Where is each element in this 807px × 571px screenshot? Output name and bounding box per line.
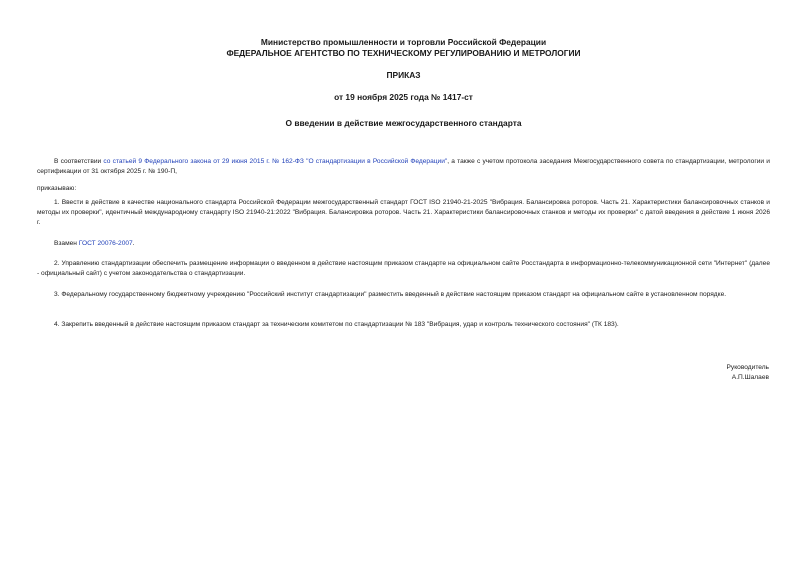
preamble-prefix: В соответствии: [54, 158, 104, 165]
order-item-3: 3. Федеральному государственному бюджетному учреждению "Российский институт стандартизации" разместить введенный в действие настоящим приказом стандарт на официальном сайте в установленном порядке.: [54, 291, 727, 298]
federal-law-link[interactable]: со статьей 9 Федерального закона от 29 июня 2015 г. № 162-ФЗ "О стандартизации в Российской Федерации": [103, 158, 448, 165]
document-type: ПРИКАЗ: [386, 70, 421, 80]
replacement-paragraph: [37, 239, 770, 249]
ordered-label: приказываю:: [37, 185, 77, 192]
ministry-name: Министерство промышленности и торговли Российской Федерации: [260, 37, 547, 47]
gost-20076-link[interactable]: ГОСТ 20076-2007: [78, 240, 133, 247]
order-item-1: 1. Ввести в действие в качестве национального стандарта Российской Федерации межгосударственный стандарт ГОСТ ISO 21940-21-2025 "Вибрация. Балансировка роторов. Часть 21. Характеристики балансировочных станков и методы их проверки", идентичный международному стандарту ISO 21940-21:2022 "Вибрация. Балансировка роторов. Часть 21. Характеристики балансировочных станков и методы их проверки" с датой введения в действие 1 июня 2026 г.: [37, 199, 770, 226]
signatory-name: А.П.Шалаев: [731, 374, 769, 381]
signatory-role: Руководитель: [726, 364, 769, 371]
preamble-suffix: , а также с учетом протокола заседания Межгосударственного совета по стандартизации, метрологии и сертификации от 31 октября 2025 г. № 190-П,: [37, 158, 770, 175]
agency-name: ФЕДЕРАЛЬНОЕ АГЕНТСТВО ПО ТЕХНИЧЕСКОМУ РЕГУЛИРОВАНИЮ И МЕТРОЛОГИИ: [226, 48, 581, 58]
preamble-paragraph: [37, 157, 770, 177]
replacement-prefix: Взамен: [54, 240, 79, 247]
order-item-4: 4. Закрепить введенный в действие настоящим приказом стандарт за техническим комитетом по стандартизации № 183 "Вибрация, удар и контроль технического состояния" (ТК 183).: [54, 321, 619, 328]
order-item-2: 2. Управлению стандартизации обеспечить размещение информации о введенном в действие настоящим приказом стандарте на официальном сайте Росстандарта в информационно-телекоммуникационной сети "Интернет" (далее - официальный сайт) с учетом законодательства о стандартизации.: [37, 260, 770, 277]
order-date-number: от 19 ноября 2025 года № 1417-ст: [334, 92, 473, 102]
replacement-suffix: .: [132, 240, 135, 247]
document-title: О введении в действие межгосударственного стандарта: [285, 118, 522, 128]
